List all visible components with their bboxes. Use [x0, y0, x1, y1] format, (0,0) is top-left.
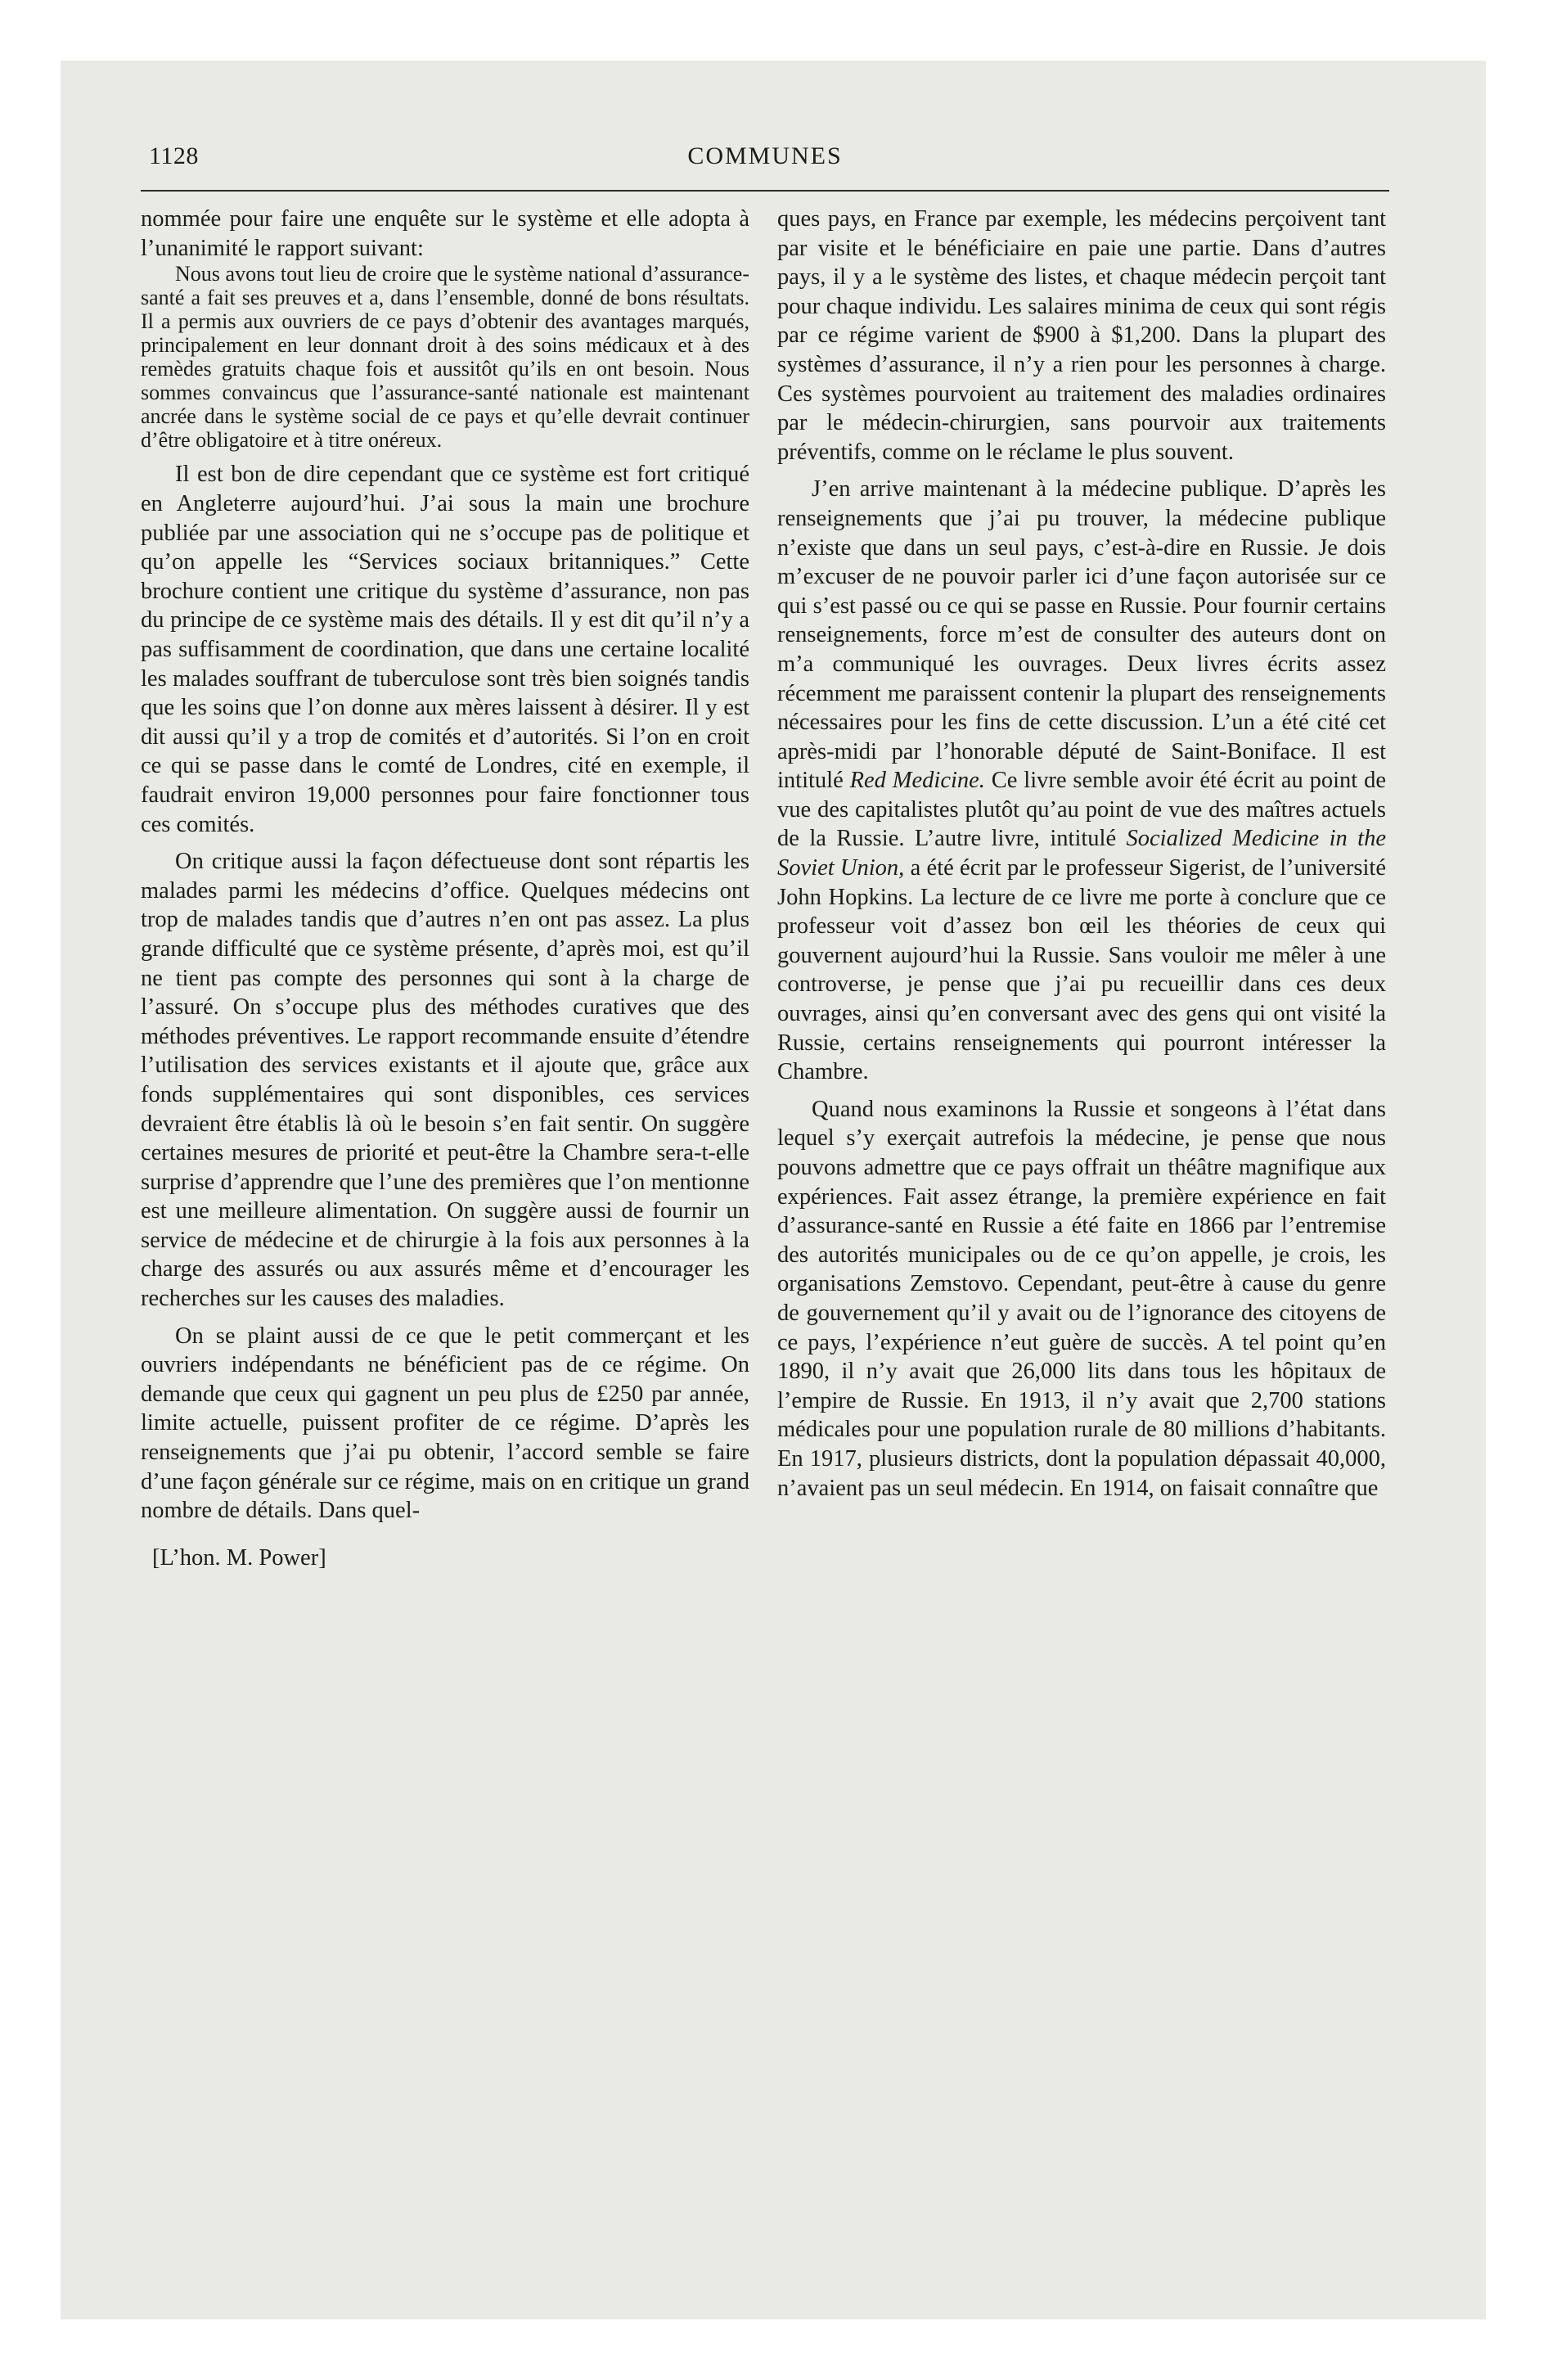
right-paragraph-2 [777, 475, 1386, 1086]
left-paragraph-1: nommée pour faire une enquête sur le système et elle adopta à l’unanimité le rapport suivant: [141, 206, 749, 261]
book-title-socialized-medicine: Socialized Medicine in the Soviet Union, [777, 826, 1386, 881]
left-paragraph-2: Il est bon de dire cependant que ce système est fort critiqué en Angleterre aujourd’hui. J’ai sous la main une brochure publiée par une association qui ne s’occupe pas de politique et qu’on appelle les “Services sociaux britanniques.” Cette brochure contient une critique du système d’assurance, non pas du principe de ce système mais des détails. Il y est dit qu’il n’y a pas suffisamment de coordination, que dans une certaine localité les malades souffrant de tuberculose sont très bien soignés tandis que les soins que l’on donne aux mères laissent à désirer. Il y est dit aussi qu’il y a trop de comités et d’autorités. Si l’on en croit ce qui se passe dans le comté de Londres, cité en exemple, il faudrait environ 19,000 personnes pour faire fonctionner tous ces comités. [141, 462, 749, 837]
page-title: COMMUNES [687, 142, 843, 169]
book-title-red-medicine: Red Medicine. [849, 768, 985, 794]
speaker-attribution: [L’hon. M. Power] [152, 1544, 326, 1571]
right-paragraph-2-text-b: Ce livre semble avoir été écrit au point de vue des capitalistes plutôt qu’au point de vue des maîtres actuels de la Russie. L’autre livre, intitulé [777, 768, 1386, 852]
right-paragraph-2-text-a: J’en arrive maintenant à la médecine publique. D’après les renseignements que j’ai pu trouver, la médecine publique n’existe que dans un seul pays, c’est-à-dire en Russie. Je dois m’excuser de ne pouvoir parler ici d’une façon autorisée sur ce qui s’est passé ou ce qui se passe en Russie. Pour fournir certains renseignements, force m’est de consulter des auteurs dont on m’a communiqué les ouvrages. Deux livres écrits assez récemment me paraissent contenir la plupart des renseignements nécessaires pour les fins de cette discussion. L’un a été cité cet après-midi par l’honorable député de Saint-Boniface. Il est intitulé [777, 476, 1386, 794]
left-column [141, 205, 749, 1572]
right-paragraph-2-text-c: a été écrit par le professeur Sigerist, de l’université John Hopkins. La lecture de ce livre me porte à conclure que ce professeur voit d’assez bon œil les théories de ceux qui gouvernent aujourd’hui la Russie. Sans vouloir me mêler à une controverse, je pense que j’ai pu recueillir dans ces deux ouvrages, ainsi qu’en conversant avec des gens qui ont visité la Russie, certains renseignements qui pourront intéresser la Chambre. [777, 855, 1387, 1085]
left-paragraph-4: On se plaint aussi de ce que le petit commerçant et les ouvriers indépendants ne bénéficient pas de ce régime. On demande que ceux qui gagnent un peu plus de £250 par année, limite actuelle, puissent profiter de ce régime. D’après les renseignements que j’ai pu obtenir, l’accord semble se faire d’une façon générale sur ce régime, mais on en critique un grand nombre de détails. Dans quel- [141, 1323, 749, 1524]
right-paragraph-3: Quand nous examinons la Russie et songeons à l’état dans lequel s’y exerçait autrefois la médecine, je pense que nous pouvons admettre que ce pays offrait un théâtre magnifique aux expériences. Fait assez étrange, la première expérience en fait d’assurance-santé en Russie a été faite en 1866 par l’entremise des autorités municipales ou de ce qu’on appelle, je crois, les organisations Zemstovo. Cependant, peut-être à cause du genre de gouvernement qu’il y avait ou de l’ignorance des citoyens de ce pays, l’expérience n’eut guère de succès. A tel point qu’en 1890, il n’y avait que 26,000 lits dans tous les hôpitaux de l’empire de Russie. En 1913, il n’y avait que 2,700 stations médicales pour une population rurale de 80 millions d’habitants. En 1917, plusieurs districts, dont la population dépassait 40,000, n’avaient pas un seul médecin. En 1914, on faisait connaître que [777, 1096, 1386, 1501]
running-head [141, 136, 1389, 177]
report-quote: Nous avons tout lieu de croire que le système national d’assurance-santé a fait ses preuves et a, dans l’ensemble, donné de bons résultats. Il a permis aux ouvriers de ce pays d’obtenir des avantages marqués, principalement en leur donnant droit à des soins médicaux et à des remèdes gratuits chaque fois et aussitôt qu’ils en ont besoin. Nous sommes convaincus que l’assurance-santé nationale est maintenant ancrée dans le système social de ce pays et qu’elle devrait continuer d’être obligatoire et à titre onéreux. [141, 262, 749, 452]
right-paragraph-1: ques pays, en France par exemple, les médecins perçoivent tant par visite et le bénéficiaire en paie une partie. Dans d’autres pays, il y a le système des listes, et chaque médecin perçoit tant pour chaque individu. Les salaires minima de ceux qui sont régis par ce régime varient de $900 à $1,200. Dans la plupart des systèmes d’assurance, il n’y a rien pour les personnes à charge. Ces systèmes pourvoient au traitement des maladies ordinaires par le médecin-chirurgien, sans pourvoir aux traitements préventifs, comme on le réclame le plus souvent. [777, 206, 1386, 465]
page-number: 1128 [149, 142, 199, 169]
right-column [777, 205, 1386, 1503]
left-paragraph-3: On critique aussi la façon défectueuse dont sont répartis les malades parmi les médecins d’office. Quelques médecins ont trop de malades tandis que d’autres n’en ont pas assez. La plus grande difficulté que ce système présente, d’après moi, est qu’il ne tient pas compte des personnes qui sont à la charge de l’assuré. On s’occupe plus des méthodes curatives que des méthodes préventives. Le rapport recommande ensuite d’étendre l’utilisation des services existants et il ajoute que, grâce aux fonds supplémentaires qui sont disponibles, ces services devraient être établis là où le besoin s’en fait sentir. On suggère certaines mesures de priorité et peut-être la Chambre sera-t-elle surprise d’apprendre que l’une des premières que l’on mentionne est une meilleure alimentation. On suggère aussi de fournir un service de médecine et de chirurgie à la fois aux personnes à la charge des assurés ou aux assurés même et d’encourager les recherches sur les causes des maladies. [141, 849, 749, 1312]
header-rule [141, 190, 1389, 192]
